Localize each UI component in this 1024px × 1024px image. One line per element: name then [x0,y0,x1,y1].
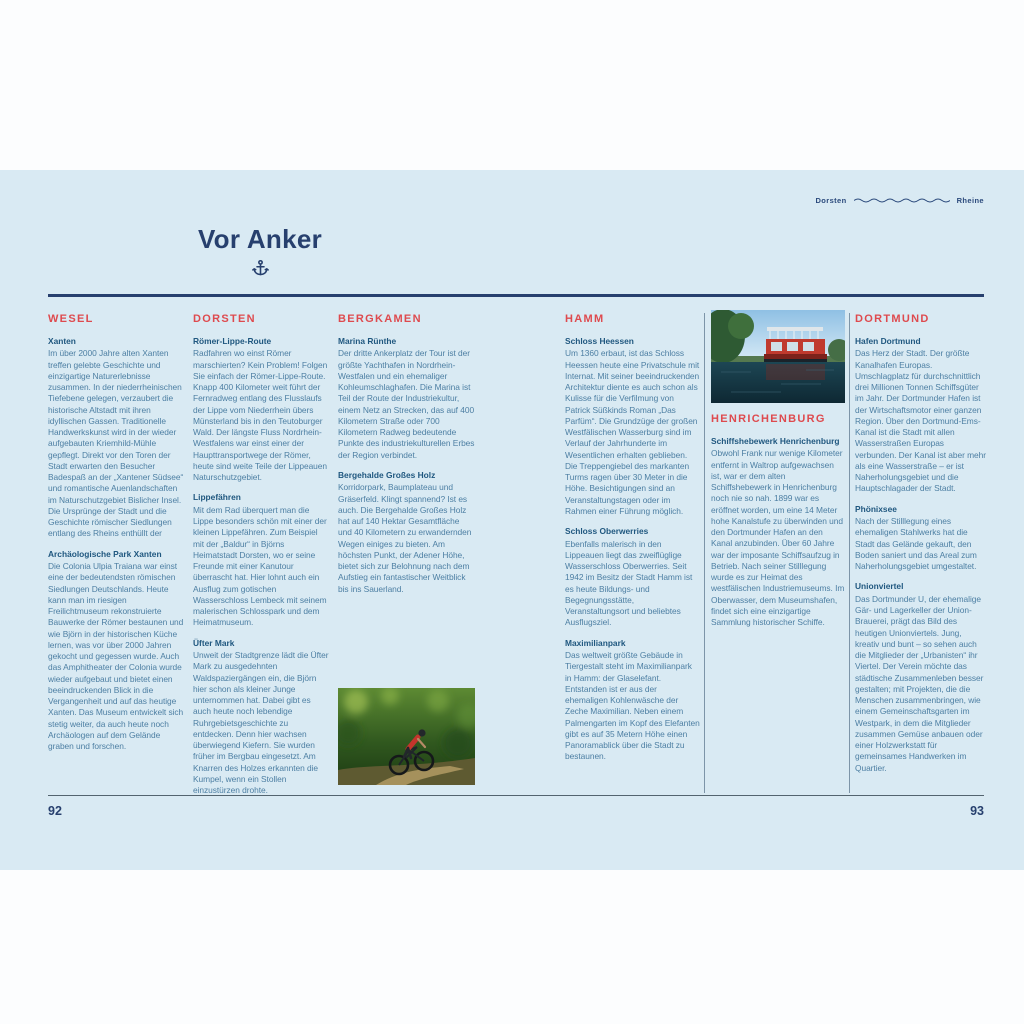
section-body: Korridorpark, Baumplateau und Gräserfeld. Klingt spannend? Ist es auch. Die Bergehalde Großes Holz hat auf 140 Hektar Gesamtfläche und 40 Kilometern zu erwandernden Wegen einiges zu bieten. Am höchsten Punkt, der Adener Höhe, bietet sich zur Belohnung nach dem Aufstieg ein fantastischer Weitblick bis ins Sauerland. [338,482,472,594]
section-body: Der dritte Ankerplatz der Tour ist der größte Yachthafen in Nordrhein-Westfalen und ein ehemaliger Kohleumschlaghafen. Die Marina ist Teil der Route der Industriekultur, einem Netz an Strecken, das auf 400 Kilometern Straße oder 700 Kilometern Radweg bedeutende Punkte des industriekulturellen Erbes der Region verbindet. [338,348,475,460]
title-rule [48,294,984,297]
section-heading: Xanten [48,336,76,346]
section-heading: Archäologische Park Xanten [48,548,162,559]
city-header: HENRICHENBURG [711,413,826,425]
section-body: Nach der Stilllegung eines ehemaligen Stahlwerks hat die Stadt das Gelände gekauft, den Boden saniert und das Areal zum Naherholungsgebiet umgestaltet. [855,516,977,572]
section-body: Radfahren wo einst Römer marschierten? Kein Problem! Folgen Sie einfach der Römer-Lippe-Route. Knapp 400 Kilometer weit führt der Fernradweg entlang des Flusslaufs der Lippe vom Niederrhein übers Münsterland bis in den Teutoburger Wald. Der längste Fluss Nordrhein-Westfalens war einst einer der Haupttransportwege der Römer, heute sind weite Teile der Lippeauen Naturschutzgebiet. [193,348,328,483]
section-heading: Unionviertel [855,581,904,592]
section-body: Das weltweit größte Gebäude in Tiergestalt steht im Maximilianpark in Hamm: der Glaselefant. Entstanden ist er aus der ehemaligen Kohlenwäsche der Zeche Maximilian. Neben einem Palmengarten im Kopf des Elefanten gibt es auf 35 Metern Höhe einen Panoramablick über die Stadt zu bestaunen. [565,650,700,762]
section-body: Mit dem Rad überquert man die Lippe besonders schön mit einer der kleinen Lippefähren. Zum Beispiel mit der „Baldur“ in Björns Heimatstadt Dorsten, wo er seine Freunde mit einer Kanutour überrascht hat. Hier lohnt auch ein Ausflug zum gotischen Wasserschloss Lembeck mit seinem malerischen Schlosspark und dem Heimatmuseum. [193,504,327,628]
section-heading: Römer-Lippe-Route [193,336,272,346]
section-body: Ebenfalls malerisch in den Lippeauen liegt das zweiflüglige Wasserschloss Oberwerries. Seit 1942 im Besitz der Stadt Hamm ist es heute Bildungs- und Begegnungsstätte, Veranstaltungsort und beliebtes Ausflugsziel. [565,538,693,628]
wave-line-icon [854,197,950,204]
section-heading: Hafen Dortmund [855,336,921,346]
title-block [150,224,370,284]
section-heading: Lippefähren [193,492,241,503]
section-heading: Schloss Oberwerries [565,526,649,537]
section-body: Im über 2000 Jahre alten Xanten treffen gelebte Geschichte und einzigartige Naturerlebnisse zusammen. In der niederrheinischen Tiefebene gelegen, verzaubert die historische Altstadt mit ihren idyllischen Gassen. Traditionelle Handwerkskunst wird in der wieder aufgebauten Kriemhild-Mühle gepflegt. Direkt vor den Toren der Stadt erwarten den Besucher Badespaß an der „Xantener Südsee“ und romantische Auenlandschaften im Naturschutzgebiet Bislicher Insel. Die Ursprünge der Stadt und die Geschichte römischer Siedlungen entlang des Rheins enthüllt der [48,348,184,539]
running-head [815,196,984,205]
section-heading: Marina Rünthe [338,336,397,346]
column-dortmund [855,313,986,774]
footer-rule [48,795,984,796]
column-hamm [565,313,700,763]
page-number-right: 93 [970,804,984,818]
column-dorsten [193,313,330,796]
section-heading: Schiffshebewerk Henrichenburg [711,436,840,446]
houseboat-photo [711,310,845,403]
section-heading: Phönixsee [855,503,897,514]
column-bergkamen [338,313,475,595]
column-divider [704,313,705,793]
running-head-start: Dorsten [815,196,847,205]
section-heading: Schloss Heessen [565,336,634,346]
mountain-biker-photo [338,688,475,785]
anchor-icon [150,258,370,284]
column-divider [849,313,850,793]
section-body: Die Colonia Ulpia Traiana war einst eine der bedeutendsten römischen Siedlungen Deutschlands. Heute kann man im riesigen Freilichtmuseum rekonstruierte Bauwerke der Römer bestaunen und wie Björn in der historischen Küche lernen, was vor über 2000 Jahren gekocht und gegessen wurde. Auch das Amphitheater der Colonia wurde wieder aufgebaut und bietet einen beeindruckenden Blick in die Vergangenheit und auf das heutige Xanten. Das Museum entwickelt sich stetig weiter, da auch heute noch Archäologen auf dem Gelände graben und forschen. [48,561,184,752]
city-header: DORSTEN [193,313,256,325]
section-heading: Üfter Mark [193,637,235,648]
section-body: Obwohl Frank nur wenige Kilometer entfernt in Waltrop aufgewachsen ist, war er dem alten Schiffshebewerk in Henrichenburg noch nie so nah. 1899 war es eröffnet worden, um eine 14 Meter hohe Kanalstufe zu überwinden und den Dortmunder Hafen an den Kanal anzubinden. Über 60 Jahre war der imposante Schiffsaufzug in Betrieb. Nach seiner Stilllegung wurde es zur Heimat des westfälischen Industriemuseums. Im Oberwasser, dem Museumshafen, findet sich eine einzigartige Sammlung historischer Schiffe. [711,448,845,628]
column-henrichenburg [711,413,845,628]
section-heading: Maximilianpark [565,637,626,648]
city-header: DORTMUND [855,313,930,325]
city-header: HAMM [565,313,605,325]
page-spread [0,170,1024,870]
section-body: Unweit der Stadtgrenze lädt die Üfter Mark zu ausgedehnten Waldspaziergängen ein, die Björn hier schon als kleiner Junge unternommen hat. Dabei gibt es auch heute noch lebendige Ruhrgebietsgeschichte zu entdecken. Denn hier wachsen überwiegend Kiefern. Sie wurden früher im Bergbau eingesetzt. Am Knarren des Holzes erkannten die Kumpel, wenn ein Stollen einzustürzen drohte. [193,650,329,796]
column-wesel [48,313,185,752]
section-heading: Bergehalde Großes Holz [338,469,436,480]
section-body: Um 1360 erbaut, ist das Schloss Heessen heute eine Privatschule mit Internat. Mit seiner beeindruckenden Architektur diente es auch schon als Kulisse für die Verfilmung von Patrick Süßkinds Roman „Das Parfüm“. Die Grundzüge der großen Westfälischen Wasserburg sind im Verlauf der Jahrhunderte im Wesentlichen erhalten geblieben. Die Treppengiebel des markanten Turms ragen über 30 Meter in die Höhe. Besichtigungen sind an Veranstaltungstagen oder im Rahmen einer Führung möglich. [565,348,700,516]
city-header: BERGKAMEN [338,313,422,325]
city-header: WESEL [48,313,94,325]
section-body: Das Dortmunder U, der ehemalige Gär- und Lagerkeller der Union-Brauerei, prägt das Bild des heutigen Unionviertels. Jung, kreativ und bunt – so sehen auch die Mitglieder der „Urbanisten“ ihr Viertel. Der Verein möchte das städtische Zusammenleben besser gestalten; mit Projekten, die die Menschen zusammenbringen, wie einem Gemeinschaftsgarten im Westpark, in dem die Mitglieder zusammen Gemüse anbauen oder einer Holzwerkstatt für gemeinsames Handwerken im Quartier. [855,593,984,773]
running-head-end: Rheine [956,196,984,205]
page-title: Vor Anker [197,224,323,254]
section-body: Das Herz der Stadt. Der größte Kanalhafen Europas. Umschlagplatz für durchschnittlich drei Millionen Tonnen Schiffsgüter im Jahr. Der Dortmunder Hafen ist der Wirtschaftsmotor einer ganzen Region. Über den Dortmund-Ems-Kanal ist die Stadt mit allen Wasserstraßen Europas verbunden. Der Kanal ist aber mehr als eine Wasserstraße – er ist Naherholungsgebiet und die Hauptschlagader der Stadt. [855,348,986,494]
page-number-left: 92 [48,804,62,818]
